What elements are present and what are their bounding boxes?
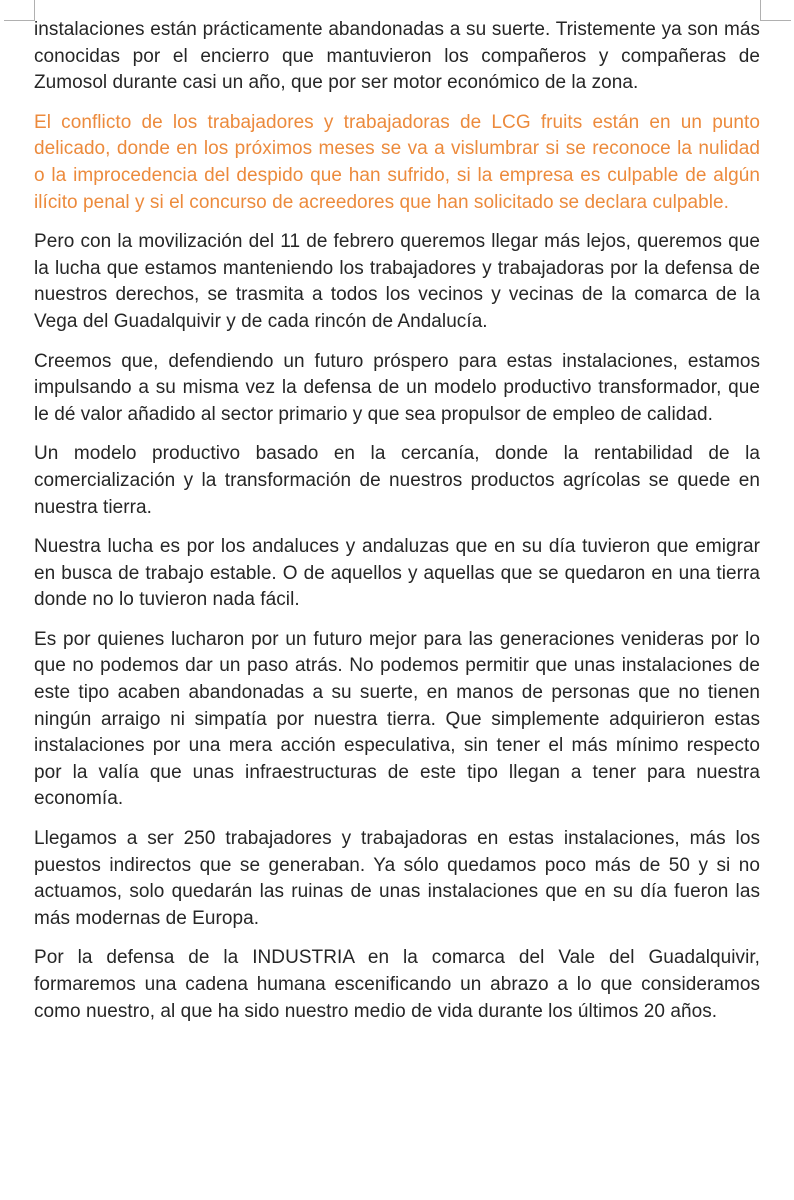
- paragraph-1: instalaciones están prácticamente abandonadas a su suerte. Tristemente ya son más conocidas por el encierro que mantuvieron los compañeros y compañeras de Zumosol durante casi un año, que por ser motor económico de la zona.: [34, 19, 760, 94]
- crop-mark-top-right: [760, 0, 791, 21]
- paragraph-7: Es por quienes lucharon por un futuro mejor para las generaciones venideras por lo que no podemos dar un paso atrás. No podemos permitir que unas instalaciones de este tipo acaben abandonadas a su suerte, en manos de personas que no tienen ningún arraigo ni simpatía por nuestra tierra. Que simplemente adquirieron estas instalaciones por una mera acción especulativa, sin tener el más mínimo respecto por la valía que unas infraestructuras de este tipo llegan a tener para nuestra economía.: [34, 628, 760, 810]
- paragraph-9: Por la defensa de la INDUSTRIA en la comarca del Vale del Guadalquivir, formaremos una cadena humana escenificando un abrazo a lo que consideramos como nuestro, al que ha sido nuestro medio de vida durante los últimos 20 años.: [34, 947, 760, 1022]
- crop-mark-top-left: [4, 0, 35, 21]
- paragraph-4: Creemos que, defendiendo un futuro próspero para estas instalaciones, estamos impulsando a su misma vez la defensa de un modelo productivo transformador, que le dé valor añadido al sector primario y que sea propulsor de empleo de calidad.: [34, 350, 760, 425]
- paragraph-2-highlighted: El conflicto de los trabajadores y trabajadoras de LCG fruits están en un punto delicado, donde en los próximos meses se va a vislumbrar si se reconoce la nulidad o la improcedencia del despido que han sufrido, si la empresa es culpable de algún ilícito penal y si el concurso de acreedores que han solicitado se declara culpable.: [34, 111, 760, 213]
- paragraph-8: Llegamos a ser 250 trabajadores y trabajadoras en estas instalaciones, más los puestos indirectos que se generaban. Ya sólo quedamos poco más de 50 y si no actuamos, solo quedarán las ruinas de unas instalaciones que en su día fueron las más modernas de Europa.: [34, 828, 760, 929]
- paragraph-3: Pero con la movilización del 11 de febrero queremos llegar más lejos, queremos que la lucha que estamos manteniendo los trabajadores y trabajadoras por la defensa de nuestros derechos, se trasmita a todos los vecinos y vecinas de la comarca de la Vega del Guadalquivir y de cada rincón de Andalucía.: [34, 231, 760, 332]
- paragraph-6: Nuestra lucha es por los andaluces y andaluzas que en su día tuvieron que emigrar en busca de trabajo estable. O de aquellos y aquellas que se quedaron en una tierra donde no lo tuvieron nada fácil.: [34, 536, 760, 611]
- document-body: [34, 17, 760, 1038]
- paragraph-5: Un modelo productivo basado en la cercanía, donde la rentabilidad de la comercialización y la transformación de nuestros productos agrícolas se quede en nuestra tierra.: [34, 443, 760, 518]
